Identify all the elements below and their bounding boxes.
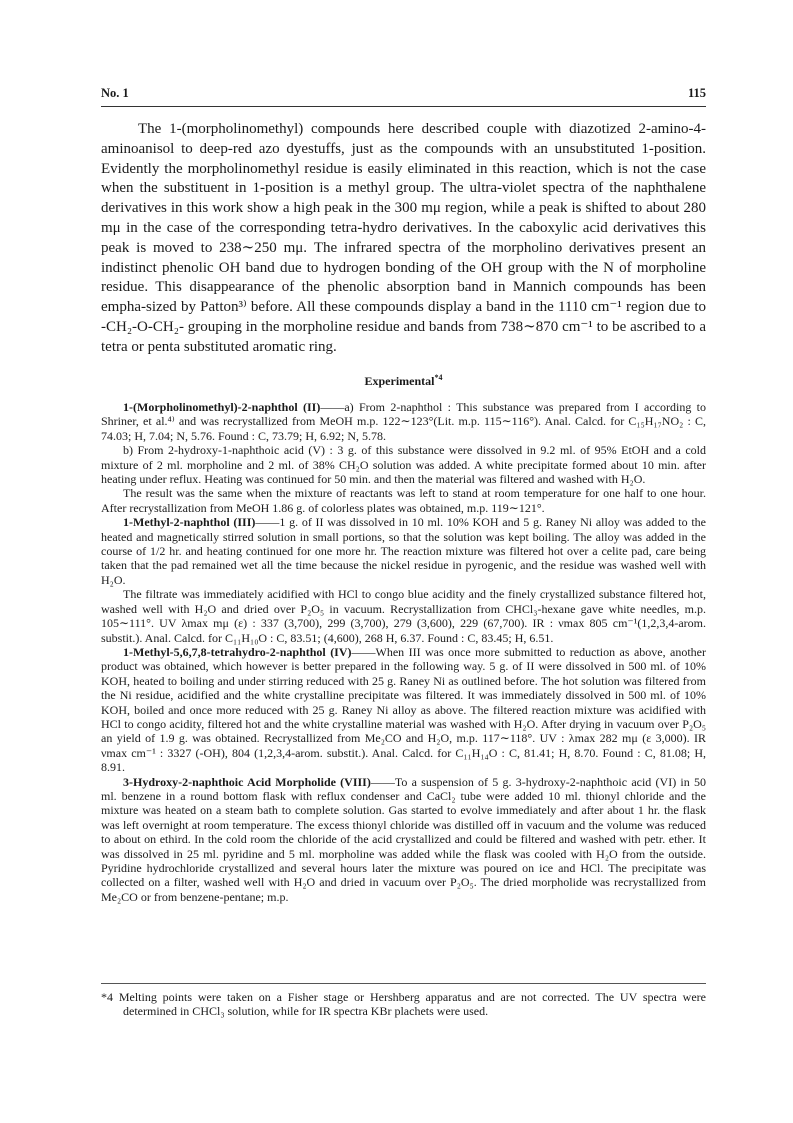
exp-paragraph-7 <box>101 775 706 905</box>
header-rule <box>101 106 706 107</box>
compound-name: 1-Methyl-2-naphthol (III) <box>123 515 256 530</box>
page-number: 115 <box>687 86 706 100</box>
compound-name: 1-Methyl-5,6,7,8-tetrahydro-2-naphthol (IV) <box>123 644 352 659</box>
paragraph-text: ——To a suspension of 5 g. 3-hydroxy-2-naphthoic acid (VI) in 50 ml. benzene in a round bottom flask with reflux condenser and CaCl₂ tube were added 10 ml. thionyl chloride and the mixture was heated on a steam bath to complete solution. Gas started to evolve immediately and after about 1 hr. the flask was left overnight at room temperature. The excess thionyl chloride was distilled off in vacuum and the volume was reduced to about on ethird. In the cold room the chloride of the acid crystallized and could be filtered and washed with petr. ether. It was dissolved in 25 ml. pyridine and 5 ml. morpholine was added while the flask was cooled with H₂O from the outside. Pyridine hydrochloride crystallized and several hours later the mixture was poured on ice and HCl. The precipitate was collected on a filter, washed well with H₂O and dried in vacuum over P₂O₅. The dried morpholide was recrystallized from Me₂CO or from benzene-pentane; m.p. <box>101 774 707 904</box>
footnote-rule <box>101 983 706 984</box>
intro-paragraph: The 1-(morpholinomethyl) compounds here described couple with diazotized 2-amino-4-aminoanisol to deep-red azo dyestuffs, just as the compounds with an unsubstituted 1-position. Evidently the morpholinomethyl residue is easily eliminated in this reaction, which is not the case when the substituent in 1-position is a methyl group. The ultra-violet spectra of the naphthalene derivatives in this work show a high peak in the 300 mμ region, while a peak is shifted to about 280 mμ in the case of the corresponding tetra-hydro derivatives. In the caboxylic acid derivatives this peak is moved to 238∼250 mμ. The infrared spectra of the morpholino derivatives present an indistinct phenolic OH band due to hydrogen bonding of the OH group with the N of morpholine residue. This disappearance of the phenolic absorption band in Mannich compounds has been empha-sized by Patton³⁾ before. All these compounds display a band in the 1110 cm⁻¹ region due to -CH₂-O-CH₂- grouping in the morpholine residue and bands from 738∼870 cm⁻¹ to be ascribed to a tetra or penta substituted aromatic ring. <box>101 121 706 355</box>
paragraph-text: b) From 2-hydroxy-1-naphthoic acid (V) : 3 g. of this substance were dissolved in 9.2 ml. of 95% EtOH and a cold mixture of 2 ml. morpholine and 2 ml. of 38% CH₂O solution was added. A white precipitate formed about 10 min. after heating under reflux. Heating was continued for 50 min. and then the material was filtered and washed with H₂O. <box>101 443 706 487</box>
experimental-footnote-mark: *4 <box>434 373 443 382</box>
paragraph-text: The result was the same when the mixture of reactants was left to stand at room temperature for one half to one hour. After recrystallization from MeOH 1.86 g. of colorless plates was obtained, m.p. 119∼121°. <box>101 486 706 515</box>
compound-name: 1-(Morpholinomethyl)-2-naphthol (II) <box>123 400 321 414</box>
exp-paragraph-5 <box>101 587 706 645</box>
experimental-heading <box>101 373 706 389</box>
paragraph-text: ——a) From 2-naphthol : This substance was prepared from I according to Shriner, et al.⁴⁾ and was recrystallized from MeOH m.p. 122∼123°(Lit. m.p. 115∼116°). Anal. Calcd. for C₁₅H₁₇NO₂ : C, 74.03; H, 7.04; N, 5.76. Found : C, 73.79; H, 6.92; N, 5.78. <box>101 400 706 443</box>
journal-issue-number: No. 1 <box>101 86 129 100</box>
paragraph-text: The filtrate was immediately acidified with HCl to congo blue acidity and the finely crystallized substance filtered hot, washed well with H₂O and dried over P₂O₅ in vacuum. Recrystallization from CHCl₃-hexane gave white needles, m.p. 105∼111°. UV λmax mμ (ε) : 337 (3,700), 299 (3,700), 279 (3,600), 229 (67,700). IR : νmax 805 cm⁻¹(1,2,3,4-arom. substit.). Anal. Calcd. for C₁₁H₁₀O : C, 83.51; (4,600), 268 H, 6.37. Found : C, 83.45; H, 6.51. <box>101 587 706 645</box>
exp-paragraph-1 <box>101 400 706 443</box>
exp-paragraph-3 <box>101 486 706 515</box>
page-header <box>101 86 706 102</box>
compound-name: 3-Hydroxy-2-naphthoic Acid Morpholide (VIII) <box>123 774 371 789</box>
exp-paragraph-4 <box>101 515 706 587</box>
paragraph-text: ——When III was once more submitted to reduction as above, another product was obtained, which however is better prepared in the following way. 5 g. of II were dissolved in 500 ml. of 10% KOH, heated to boiling and under stirring reduced with 25 g. Raney Ni as outlined before. The hot solution was filtered from the Ni residue, acidified and the white crystalline precipitate was filtered. It was immediately dissolved in 500 ml. of 10% KOH, boiled and once more reduced with 25 g. Raney Ni alloy as above. The filtered reaction mixture was acidified with HCl to congo acidity, filtered hot and the white crystalline material was washed with H₂O. After drying in vacuum over P₂O₅ an yield of 1.9 g. was obtained. Recrystallized from Me₂CO and H₂O, m.p. 117∼118°. UV : λmax 282 mμ (ε 3,000). IR νmax cm⁻¹ : 3327 (-OH), 804 (1,2,3,4-arom. substit.). Anal. Calcd. for C₁₁H₁₄O : C, 81.41; H, 8.70. Found : C, 81.08; H, 8.91. <box>101 644 707 775</box>
exp-paragraph-6 <box>101 645 706 775</box>
footnote: *4 Melting points were taken on a Fisher stage or Hershberg apparatus and are not corrected. The UV spectra were determined in CHCl₃ solution, while for IR spectra KBr plachets were used. <box>101 990 706 1019</box>
exp-paragraph-2 <box>101 443 706 486</box>
experimental-heading-text: Experimental <box>364 374 435 388</box>
paragraph-text: ——1 g. of II was dissolved in 10 ml. 10% KOH and 5 g. Raney Ni alloy was added to the heated and magnetically stirred solution in small portions, so that the solution was kept boiling. The alloy was added in the course of 1/2 hr. and heating continued for one more hr. The reaction mixture was filtered hot over a celite pad, care being taken that the pad remained wet all the time because the nickel residue in pyrogenic, and the residue was washed well with H₂O. <box>101 515 707 587</box>
experimental-section <box>101 400 706 904</box>
